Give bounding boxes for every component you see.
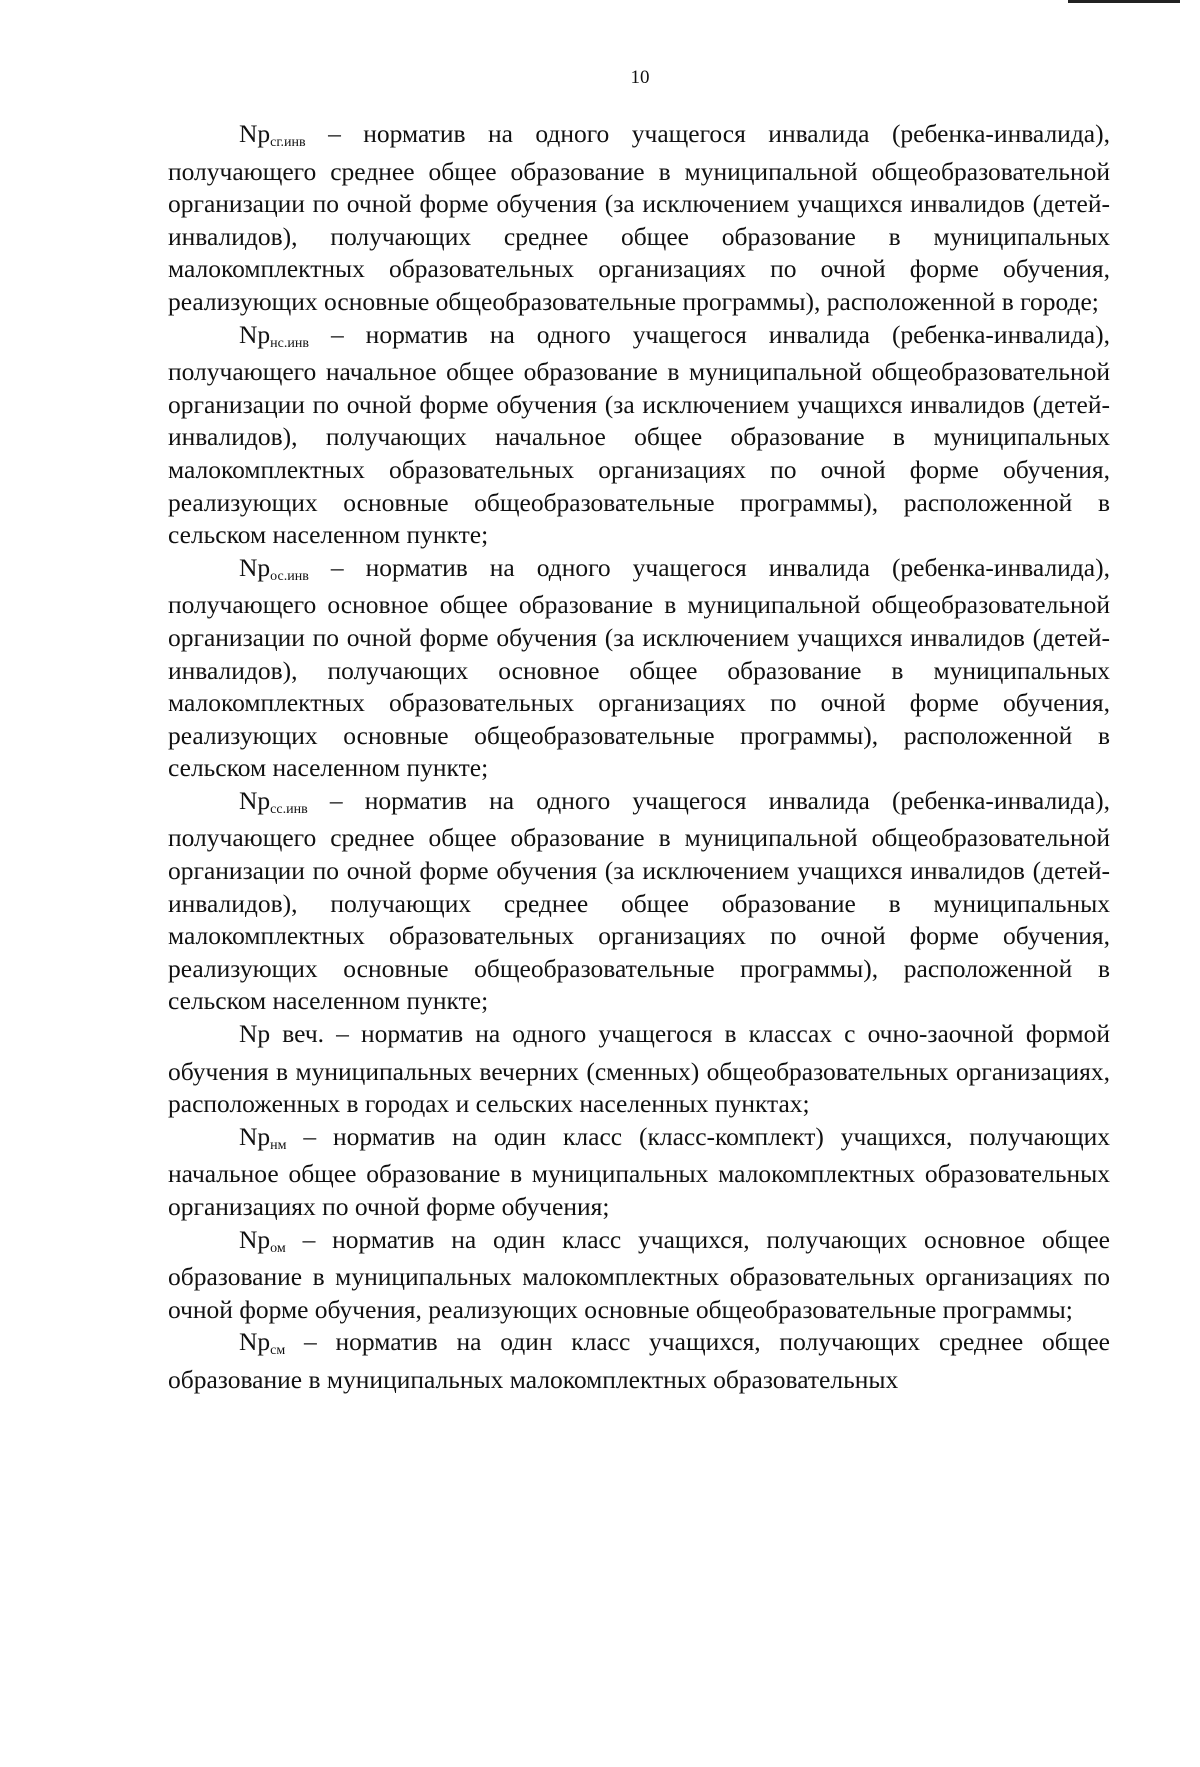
paragraph-np-sm: [168, 1326, 1110, 1396]
paragraph-np-sg-inv: [168, 118, 1110, 319]
formula-symbol: Npос.инв: [239, 552, 309, 584]
paragraph-text: – норматив на одного учащегося инвалида (ребенка-инвалида), получающего начальное общее образование в муниципальной общеобразовательной организации по очной форме обучения (за исключением учащихся инвалидов (детей-инвалидов), получающих начальное общее образование в муниципальных малокомплектных образовательных организациях по очной форме обучения, реализующих основные общеобразовательные программы), расположенной в сельском населенном пункте;: [168, 319, 1110, 550]
formula-subscript: нс.инв: [270, 335, 309, 351]
paragraph-np-ss-inv: [168, 785, 1110, 1018]
page-number: 10: [630, 67, 650, 88]
formula-subscript: сс.инв: [270, 801, 308, 817]
formula-subscript: ос.инв: [270, 568, 309, 584]
paragraph-text: – норматив на одного учащегося инвалида (ребенка-инвалида), получающего среднее общее образование в муниципальной общеобразовательной организации по очной форме обучения (за исключением учащихся инвалидов (детей-инвалидов), получающих среднее общее образование в муниципальных малокомплектных образовательных организациях по очной форме обучения, реализующих основные общеобразовательные программы), расположенной в городе;: [168, 119, 1110, 316]
paragraph-text: – норматив на одного учащегося инвалида (ребенка-инвалида), получающего основное общее образование в муниципальной общеобразовательной организации по очной форме обучения (за исключением учащихся инвалидов (детей-инвалидов), получающих основное общее образование в муниципальных малокомплектных образовательных организациях по очной форме обучения, реализующих основные общеобразовательные программы), расположенной в сельском населенном пункте;: [168, 552, 1110, 783]
document-body: [168, 118, 1110, 1397]
paragraph-text: – норматив на одного учащегося в классах с очно-заочной формой обучения в муниципальных вечерних (сменных) общеобразовательных организациях, расположенных в городах и сельских населенных пунктах;: [168, 1019, 1110, 1119]
paragraph-np-nm: [168, 1121, 1110, 1224]
formula-symbol: Npнм: [239, 1121, 287, 1153]
formula-symbol: Npсм: [239, 1327, 286, 1359]
formula-subscript: см: [270, 1343, 286, 1359]
paragraph-text: – норматив на один класс учащихся, получающих среднее общее образование в муниципальных малокомплектных образовательных: [168, 1327, 1110, 1394]
paragraph-np-vech: [168, 1018, 1110, 1121]
formula-subscript: ом: [270, 1240, 286, 1256]
formula-subscript: нм: [270, 1137, 287, 1153]
paragraph-text: – норматив на одного учащегося инвалида (ребенка-инвалида), получающего среднее общее образование в муниципальной общеобразовательной организации по очной форме обучения (за исключением учащихся инвалидов (детей-инвалидов), получающих среднее общее образование в муниципальных малокомплектных образовательных организациях по очной форме обучения, реализующих основные общеобразовательные программы), расположенной в сельском населенном пункте;: [168, 785, 1110, 1016]
paragraph-np-om: [168, 1224, 1110, 1327]
formula-symbol: Npнс.инв: [239, 319, 309, 351]
formula-symbol: Np веч.: [239, 1019, 325, 1049]
formula-subscript: сг.инв: [270, 135, 306, 150]
top-edge-rule: [1068, 0, 1180, 3]
formula-symbol: Npсс.инв: [239, 785, 308, 817]
formula-symbol: Npсг.инв: [239, 119, 306, 150]
paragraph-np-ns-inv: [168, 319, 1110, 552]
paragraph-text: – норматив на один класс учащихся, получающих основное общее образование в муниципальных малокомплектных образовательных организациях по очной форме обучения, реализующих основные общеобразовательные программы;: [168, 1224, 1110, 1324]
paragraph-np-os-inv: [168, 552, 1110, 785]
formula-symbol: Npом: [239, 1224, 286, 1256]
paragraph-text: – норматив на один класс (класс-комплект) учащихся, получающих начальное общее образование в муниципальных малокомплектных образовательных организациях по очной форме обучения;: [168, 1121, 1110, 1221]
